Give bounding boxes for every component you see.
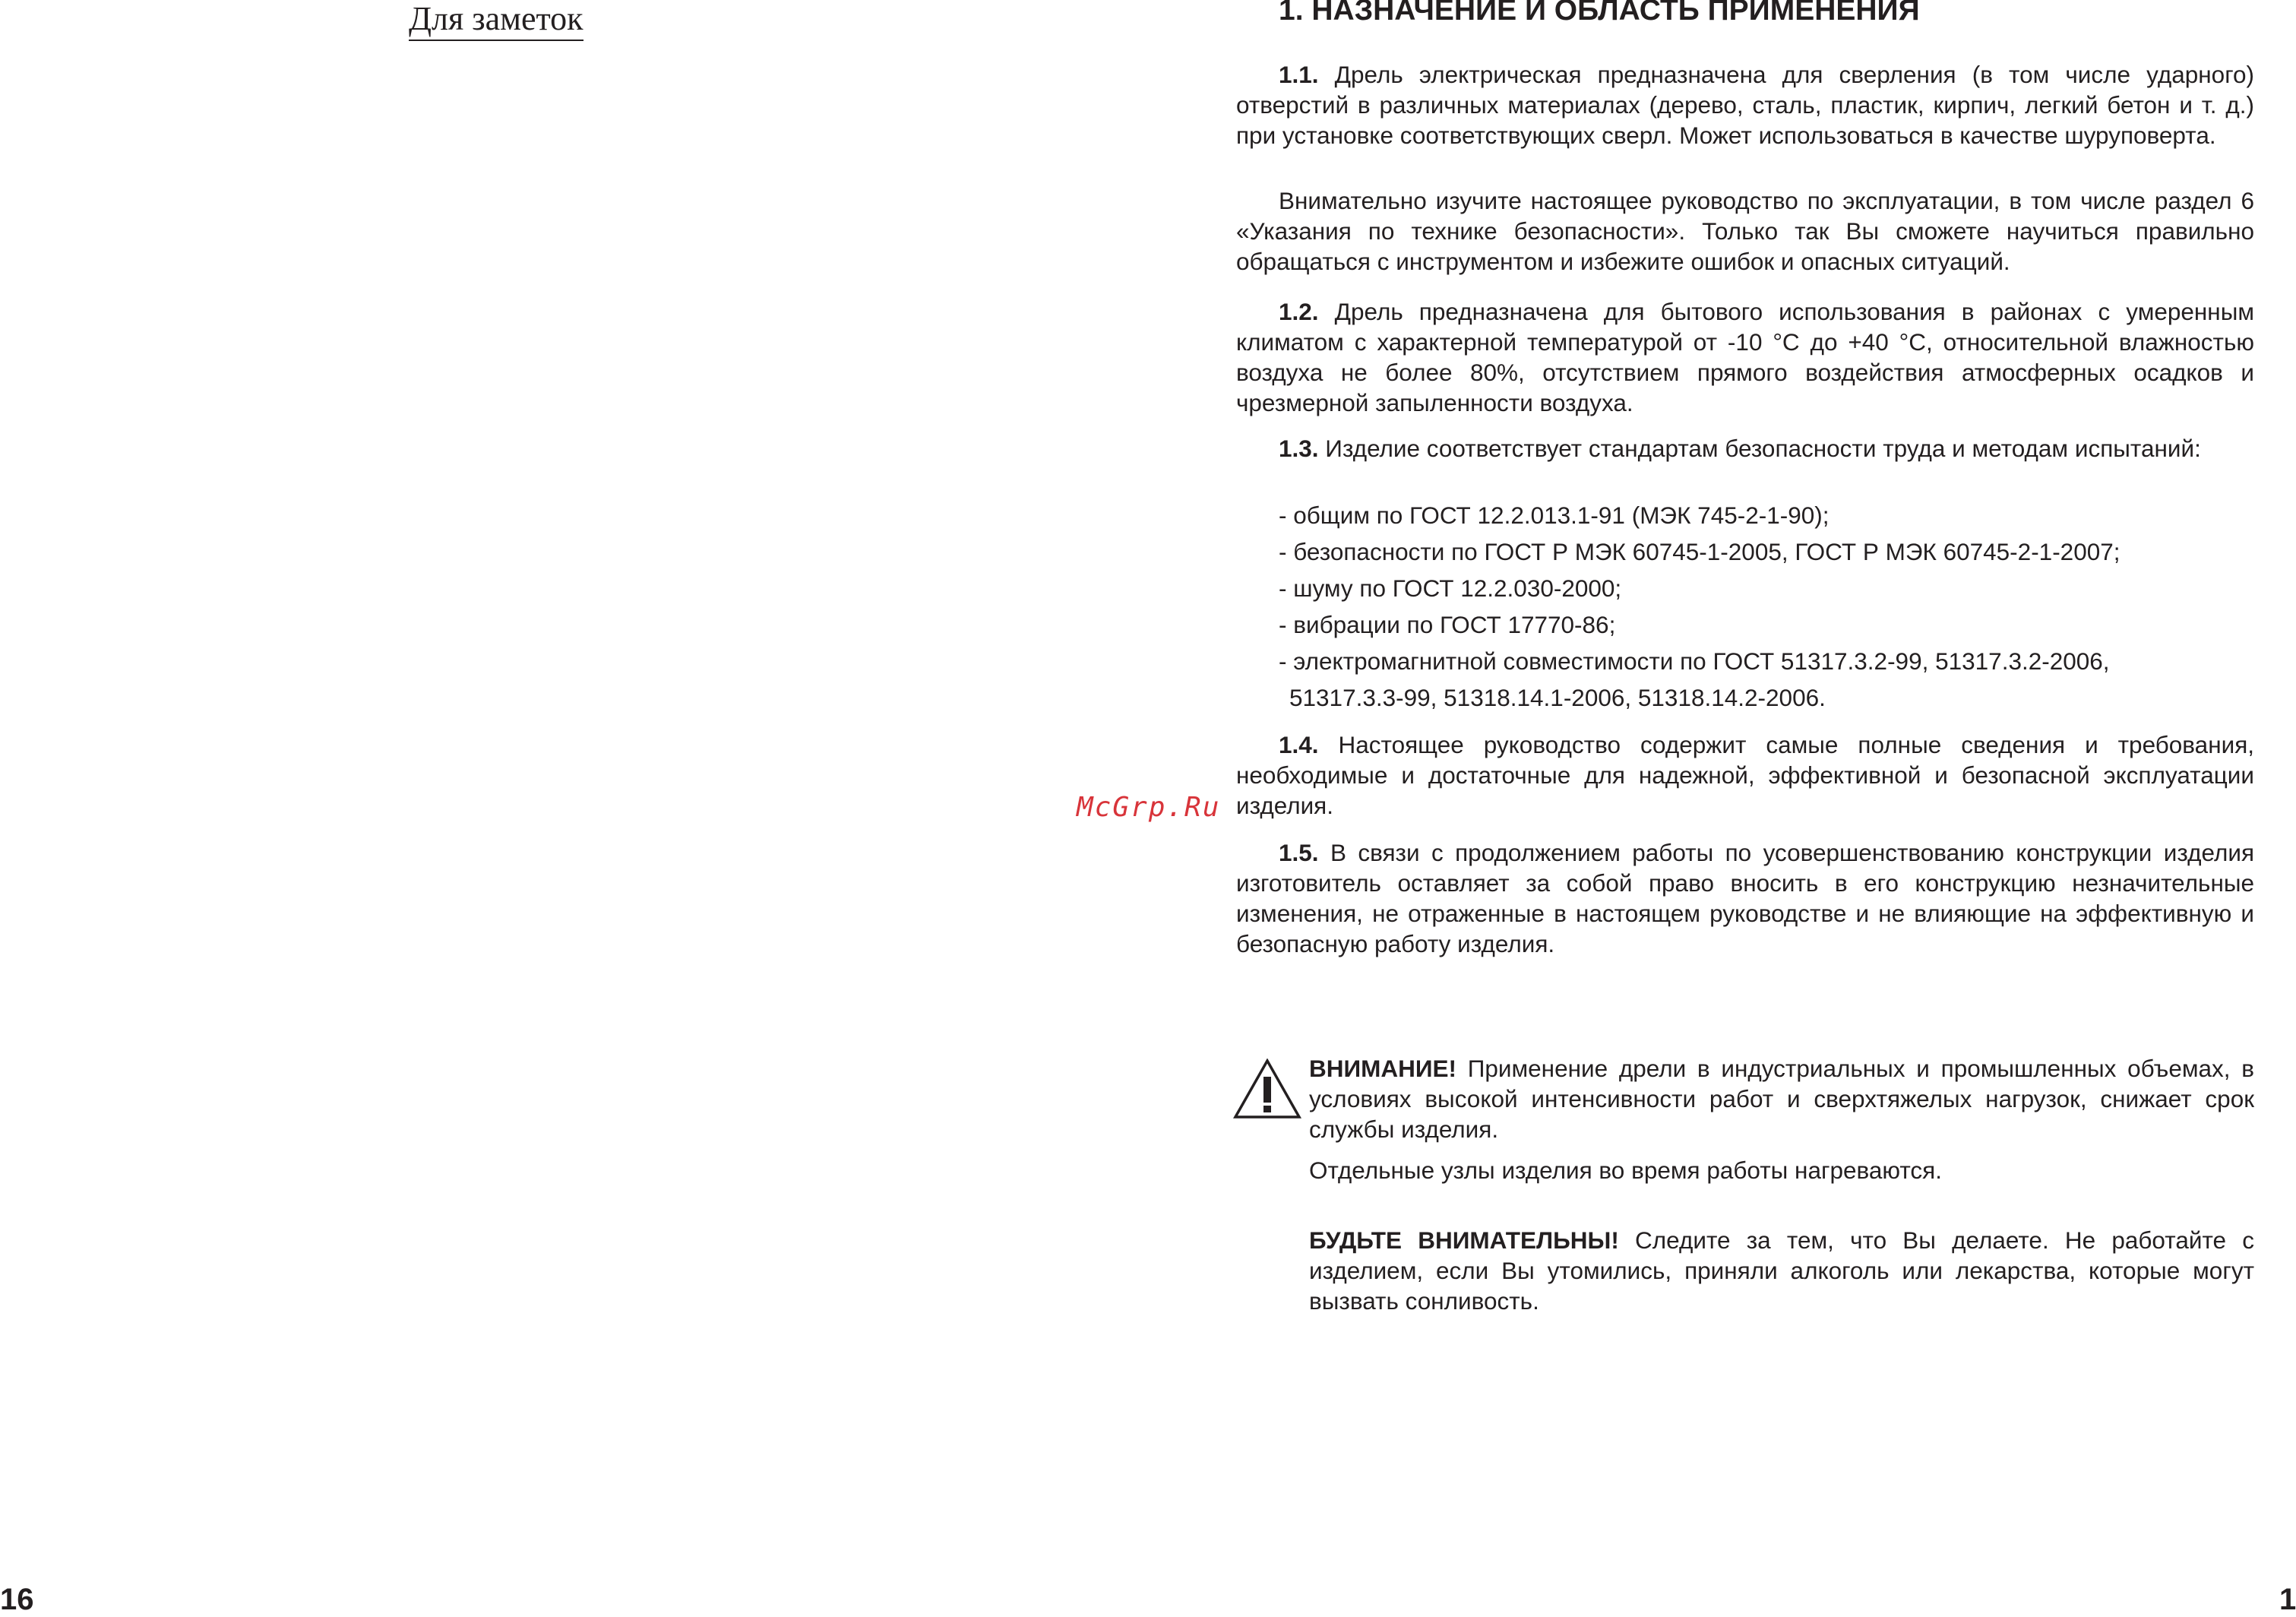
warning-label: ВНИМАНИЕ!: [1309, 1055, 1457, 1082]
standard-item: - безопасности по ГОСТ Р МЭК 60745-1-2005, ГОСТ Р МЭК 60745-2-1-2007;: [1279, 538, 2120, 565]
paragraph-1-5: [1236, 837, 2254, 959]
caution-text: Следите за тем, что Вы делаете. Не работайте с изделием, если Вы утомились, приняли алкоголь или лекарства, которые могут вызвать сонливость.: [1309, 1226, 2254, 1315]
paragraph-text: Дрель электрическая предназначена для сверления (в том числе ударного) отверстий в различных материалах (дерево, сталь, пластик, кирпич, легкий бетон и т. д.) при установке соответствующих сверл. Может использоваться в качестве шуруповерта.: [1236, 61, 2254, 149]
caution-label: БУДЬТЕ ВНИМАТЕЛЬНЫ!: [1309, 1226, 1619, 1254]
caution-paragraph: [1309, 1225, 2254, 1316]
paragraph-1-2: [1236, 296, 2254, 418]
paragraph-1-4: [1236, 729, 2254, 821]
paragraph-number: 1.5.: [1279, 839, 1319, 866]
paragraph-number: 1.4.: [1279, 731, 1319, 758]
standard-item: 51317.3.3-99, 51318.14.1-2006, 51318.14.2-2006.: [1289, 684, 1826, 711]
standard-item: - вибрации по ГОСТ 17770-86;: [1279, 611, 1616, 638]
paragraph-1-1: [1236, 59, 2254, 150]
paragraph-text: В связи с продолжением работы по усовершенствованию конструкции изделия изготовитель оставляет за собой право вносить в его конструкцию незначительные изменения, не отраженные в настоящем руководстве и не влияющие на эффективную и безопасную работу изделия.: [1236, 839, 2254, 957]
paragraph-text: Изделие соответствует стандартам безопасности труда и методам испытаний:: [1318, 435, 2201, 462]
paragraph-number: 1.1.: [1279, 61, 1319, 88]
paragraph-text: Дрель предназначена для бытового использования в районах с умеренным климатом с характерной температурой от -10 °С до +40 °С, относительной влажностью воздуха не более 80%, отсутствием прямого воздействия атмосферных осадков и чрезмерной запыленности воздуха.: [1236, 298, 2254, 416]
paragraph-text: Настоящее руководство содержит самые полные сведения и требования, необходимые и достаточные для надежной, эффективной и безопасной эксплуатации изделия.: [1236, 731, 2254, 819]
paragraph-1-3: [1236, 433, 2254, 464]
standard-item: - электромагнитной совместимости по ГОСТ 51317.3.2-99, 51317.3.2-2006,: [1279, 647, 2110, 675]
section-title: 1. НАЗНАЧЕНИЕ И ОБЛАСТЬ ПРИМЕНЕНИЯ: [1279, 0, 1920, 27]
paragraph-number: 1.3.: [1279, 435, 1319, 462]
paragraph-number: 1.2.: [1279, 298, 1319, 325]
standard-item: - общим по ГОСТ 12.2.013.1-91 (МЭК 745-2-1-90);: [1279, 502, 1830, 529]
standard-item: - шуму по ГОСТ 12.2.030-2000;: [1279, 574, 1622, 602]
warning-extra: Отдельные узлы изделия во время работы нагреваются.: [1309, 1157, 1942, 1184]
paragraph-1-1-note: Внимательно изучите настоящее руководство по эксплуатации, в том числе раздел 6 «Указания по технике безопасности». Только так Вы сможете научиться правильно обращаться с инструментом и избежите ошибок и опасных ситуаций.: [1236, 187, 2254, 275]
page-number-right: 1: [2279, 1583, 2296, 1616]
notes-title: Для заметок: [409, 0, 583, 41]
watermark: McGrp.Ru: [1077, 792, 1221, 823]
warning-icon: [1233, 1058, 1301, 1119]
warning-text: Применение дрели в индустриальных и промышленных объемах, в условиях высокой интенсивности работ и сверхтяжелых нагрузок, снижает срок службы изделия.: [1309, 1055, 2254, 1143]
page-number-left: 16: [0, 1583, 34, 1616]
warning-paragraph: [1309, 1053, 2254, 1144]
